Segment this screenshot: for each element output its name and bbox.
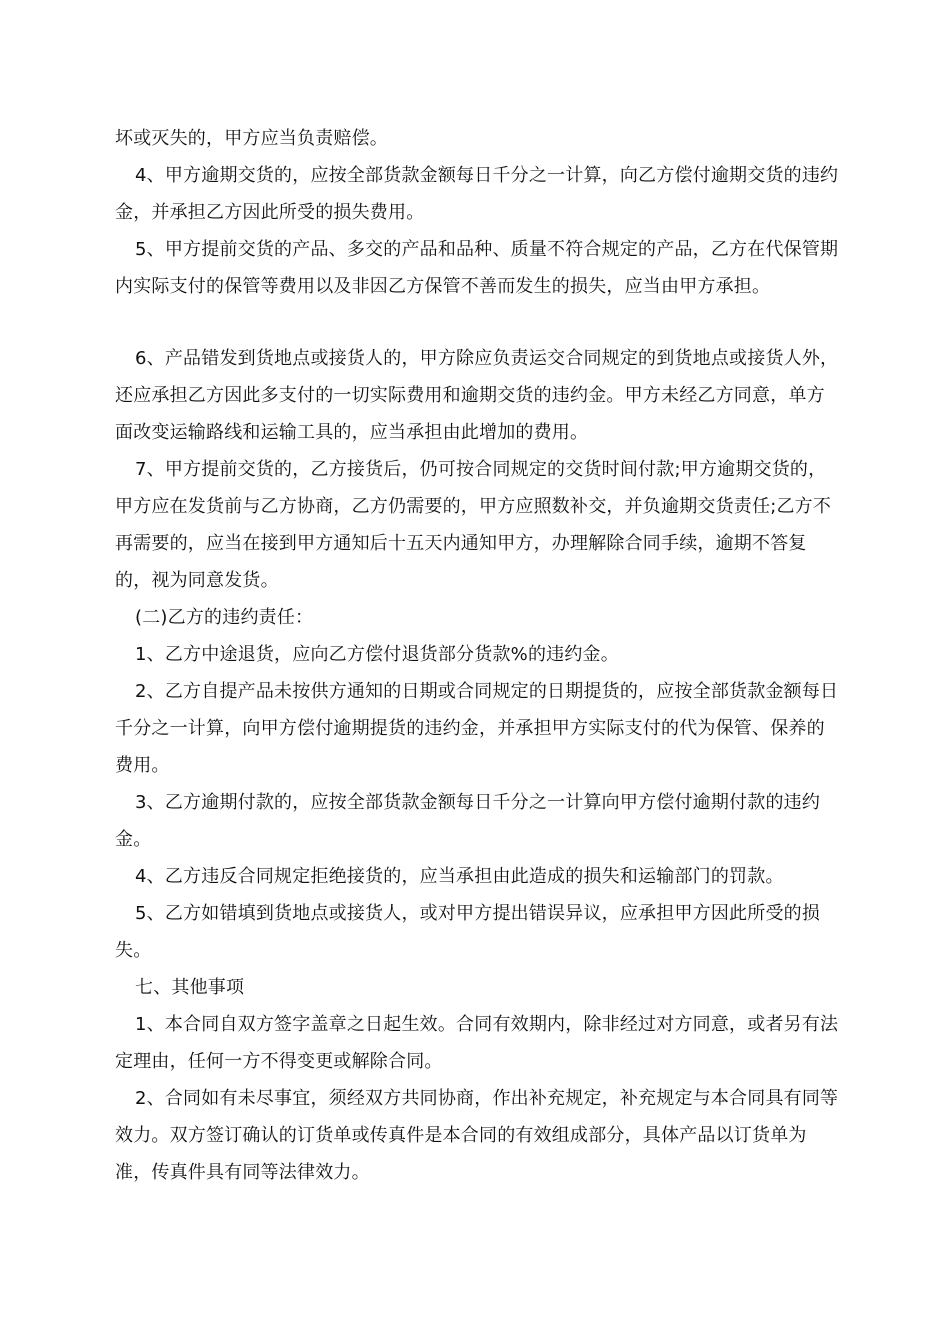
- paragraph-other-item-2: 2、合同如有未尽事宜，须经双方共同协商，作出补充规定，补充规定与本合同具有同等效力。双方签订确认的订货单或传真件是本合同的有效组成部分，具体产品以订货单为准，传真件具有同等法律效力。: [115, 1088, 839, 1183]
- paragraph-item-4-seller-late-delivery: 4、甲方逾期交货的，应按全部货款金额每日千分之一计算，向乙方偿付逾期交货的违约金，并承担乙方因此所受的损失费用。: [115, 165, 839, 223]
- paragraph-item-5-seller-early-delivery: 5、甲方提前交货的产品、多交的产品和品种、质量不符合规定的产品，乙方在代保管期内实际支付的保管等费用以及非因乙方保管不善而发生的损失，应当由甲方承担。: [115, 239, 839, 297]
- paragraph-buyer-item-2: 2、乙方自提产品未按供方通知的日期或合同规定的日期提货的，应按全部货款金额每日千分之一计算，向甲方偿付逾期提货的违约金，并承担甲方实际支付的代为保管、保养的费用。: [115, 681, 839, 776]
- paragraph-buyer-item-5: 5、乙方如错填到货地点或接货人，或对甲方提出错误异议，应承担甲方因此所受的损失。: [115, 903, 821, 961]
- paragraph-item-6-wrong-destination: 6、产品错发到货地点或接货人的，甲方除应负责运交合同规定的到货地点或接货人外，还应承担乙方因此多支付的一切实际费用和逾期交货的违约金。甲方未经乙方同意，单方面改变运输路线和运输工具的，应当承担由此增加的费用。: [115, 348, 839, 443]
- paragraph-continuation: 坏或灭失的，甲方应当负责赔偿。: [115, 128, 388, 149]
- section-heading-buyer-liability: (二)乙方的违约责任：: [135, 607, 314, 628]
- paragraph-buyer-item-4: 4、乙方违反合同规定拒绝接货的，应当承担由此造成的损失和运输部门的罚款。: [135, 866, 784, 887]
- paragraph-other-item-1: 1、本合同自双方签字盖章之日起生效。合同有效期内，除非经过对方同意，或者另有法定理由，任何一方不得变更或解除合同。: [115, 1014, 839, 1072]
- section-heading-other-matters: 七、其他事项: [135, 977, 245, 998]
- paragraph-buyer-item-1: 1、乙方中途退货，应向乙方偿付退货部分货款%的违约金。: [135, 644, 619, 665]
- paragraph-buyer-item-3: 3、乙方逾期付款的，应按全部货款金额每日千分之一计算向甲方偿付逾期付款的违约金。: [115, 792, 821, 850]
- document-body: [115, 120, 840, 1191]
- paragraph-item-7-early-late-delivery: 7、甲方提前交货的，乙方接货后，仍可按合同规定的交货时间付款;甲方逾期交货的，甲方应在发货前与乙方协商，乙方仍需要的，甲方应照数补交，并负逾期交货责任;乙方不再需要的，应当在接到甲方通知后十五天内通知甲方，办理解除合同手续，逾期不答复的，视为同意发货。: [115, 459, 832, 591]
